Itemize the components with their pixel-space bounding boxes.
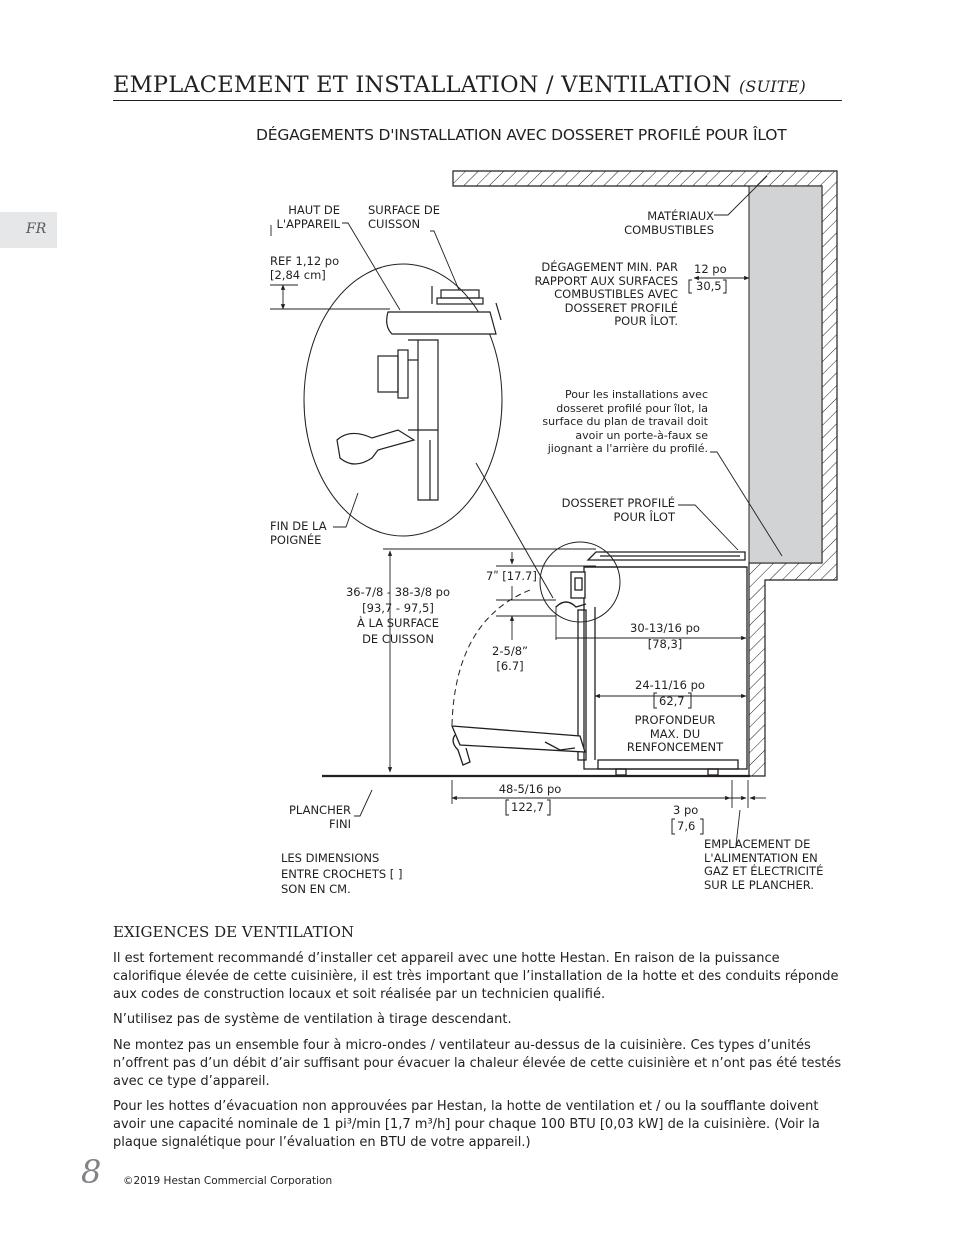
label-3po: 3 po [673,803,699,817]
label-12po: 12 po [694,262,727,276]
page-number: 8 [81,1153,102,1191]
label-hauteur-surface: 36-7/8 - 38-3/8 po [93,7 - 97,5] À LA SURFACE DE CUISSON [345,585,451,646]
label-62-7: 62,7 [659,694,685,708]
language-tab-label: FR [26,221,47,237]
label-dimensions-note: LES DIMENSIONS ENTRE CROCHETS [ ] SON EN CM. [281,851,403,896]
label-note-installations: Pour les installations avec dosseret profilé pour îlot, la surface du plan de travail doit avoir un porte-à-faux se jiognant a l'arrière du profilé. [542,388,708,455]
combustible-material [749,186,822,563]
title-text: EMPLACEMENT ET INSTALLATION / VENTILATION [113,72,732,98]
label-7-inch: 7ʺ [17.7] [486,569,537,583]
label-48-5-16: 48-5/16 po [498,782,562,796]
title-suffix: (SUITE) [738,77,806,96]
label-profondeur: PROFONDEUR MAX. DU RENFONCEMENT [626,713,724,754]
label-plancher: PLANCHER FINI [288,803,351,831]
label-30-5: 30,5 [696,279,722,293]
figure-subtitle: DÉGAGEMENTS D'INSTALLATION AVEC DOSSERET PROFILÉ POUR ÎLOT [256,126,787,144]
label-30-13-16: 30-13/16 po [630,621,700,635]
label-dosseret: DOSSERET PROFILÉ POUR ÎLOT [561,496,675,524]
label-122-7: 122,7 [511,800,544,814]
label-degagement: DÉGAGEMENT MIN. PAR RAPPORT AUX SURFACES COMBUSTIBLES AVEC DOSSERET PROFILÉ POUR ÎLOT. [534,260,678,328]
magnified-detail [337,286,501,500]
detail-circle-large [304,264,502,536]
label-ref: REF 1,12 po [2,84 cm] [270,254,340,282]
label-emplacement: EMPLACEMENT DE L'ALIMENTATION EN GAZ ET ÉLECTRICITÉ SUR LE PLANCHER. [704,837,824,892]
leader-surface [430,231,459,290]
leader-haut [342,223,400,310]
label-7-6: 7,6 [677,819,696,833]
paragraph-1: Il est fortement recommandé d’installer cet appareil avec une hotte Hestan. En raison de la puissance calorifique élevée de cette cuisinière, il est très important que l’installation de la hotte et des conduits réponde aux codes de construction locaux et soit réalisée par un technicien qualifié. [113,951,839,1002]
label-24-11-16: 24-11/16 po [635,678,705,692]
paragraph-2: N’utilisez pas de système de ventilation à tirage descendant. [113,1012,512,1027]
label-surface-cuisson: SURFACE DE CUISSON [368,203,441,231]
label-haut-appareil: HAUT DE L'APPAREIL [276,203,340,231]
label-fin-poignee: FIN DE LA POIGNÉE [270,519,327,547]
label-78-3: [78,3] [647,637,683,651]
section-heading-ventilation: EXIGENCES DE VENTILATION [113,923,354,941]
paragraph-4: Pour les hottes d’évacuation non approuvées par Hestan, la hotte de ventilation et / ou la soufflante doivent avoir une capacité nominale de 1 pi³/min [1,7 m³/h] pour chaque 100 BTU [0,03 kW] de la cuisinière. (Voir la plaque signalétique pour l’évaluation en BTU de votre appareil.) [113,1099,820,1150]
paragraph-3: Ne montez pas un ensemble four à micro-ondes / ventilateur au-dessus de la cuisinière. Ces types d’unités n’offrent pas d’un débit d’air suffisant pour évacuer la chaleur élevée de cette cuisinière et n’ont pas été testés avec ce type d’appareil. [113,1038,842,1089]
label-materiaux: MATÉRIAUX COMBUSTIBLES [624,209,714,237]
label-2-5-8: 2-5/8” [6.7] [492,644,528,673]
copyright: ©2019 Hestan Commercial Corporation [123,1175,333,1187]
